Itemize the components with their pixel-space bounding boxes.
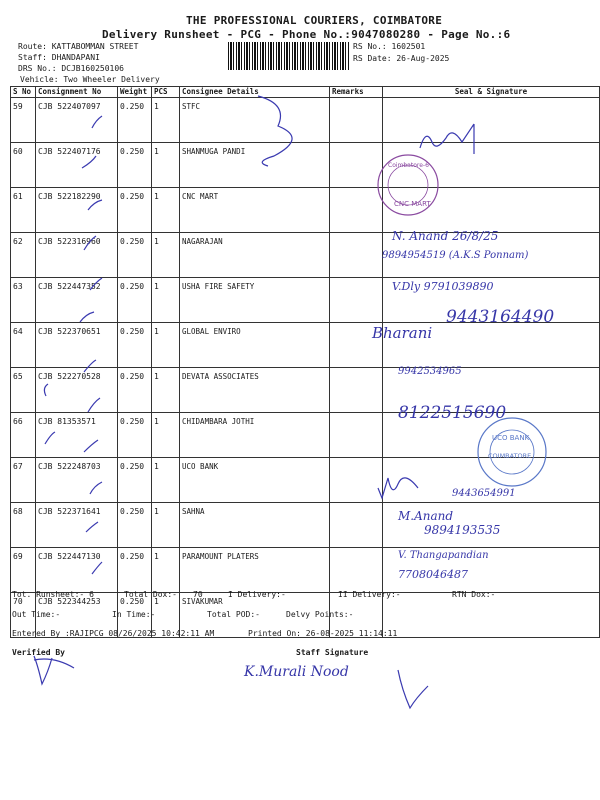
row-consignee: GLOBAL ENVIRO	[180, 323, 330, 368]
hw-row65: Bharani	[372, 324, 433, 342]
delvy-points: Delvy Points:-	[286, 610, 354, 619]
row-consignee: PARAMOUNT PLATERS	[180, 548, 330, 593]
row-consignee: SAHNA	[180, 503, 330, 548]
row-pcs: 1	[152, 98, 180, 143]
tick-mark	[86, 522, 98, 532]
tick-mark	[84, 236, 96, 250]
staff: Staff: DHANDAPANI	[18, 53, 100, 62]
row-consignment: CJB 522316960	[36, 233, 118, 278]
tick-mark	[84, 360, 96, 372]
hw-row63: V.Dly 9791039890	[392, 280, 494, 293]
rtn-dox: RTN Dox:-	[452, 590, 496, 599]
row-weight: 0.250	[118, 503, 152, 548]
tick-mark	[84, 440, 98, 452]
tick-mark	[92, 562, 102, 574]
tick-mark	[45, 432, 55, 444]
row-pcs: 1	[152, 188, 180, 233]
row-sno: 60	[11, 143, 36, 188]
hw-row62-phone: 9894954519 (A.K.S Ponnam)	[382, 250, 529, 261]
row-weight: 0.250	[118, 98, 152, 143]
row-sno: 59	[11, 98, 36, 143]
row-weight: 0.250	[118, 368, 152, 413]
row-weight: 0.250	[118, 593, 152, 638]
total-dox-value: 70	[193, 590, 203, 599]
row-pcs: 1	[152, 323, 180, 368]
row-weight: 0.250	[118, 143, 152, 188]
row-consignment: CJB 522371641	[36, 503, 118, 548]
cnc-stamp-inner	[388, 165, 428, 205]
signature-row60	[420, 124, 474, 154]
tick-mark	[44, 384, 48, 396]
hw-staff-signature: K.Murali Nood	[244, 664, 349, 680]
hw-row68: 9443654991	[452, 488, 516, 499]
tick-mark	[88, 398, 100, 412]
col-seal: Seal & Signature	[383, 87, 600, 98]
row-sno: 62	[11, 233, 36, 278]
row-consignee: USHA FIRE SAFETY	[180, 278, 330, 323]
staff-signature-label: Staff Signature	[296, 648, 369, 657]
bank-stamp-text: UCO BANK	[492, 434, 530, 442]
row-sno: 61	[11, 188, 36, 233]
row-consignment: CJB 522407176	[36, 143, 118, 188]
row-pcs: 1	[152, 278, 180, 323]
row-pcs: 1	[152, 413, 180, 458]
hw-row69-phone: 9894193535	[424, 523, 501, 537]
row-consignee: STFC	[180, 98, 330, 143]
row-consignment: CJB 522447352	[36, 278, 118, 323]
hw-row64: 9443164490	[446, 307, 555, 327]
entered-by: Entered By :RAJIPCG 08/26/2025 10:42:11 AM	[12, 629, 215, 638]
tick-mark	[90, 482, 102, 494]
signature-row68	[378, 478, 418, 498]
row-pcs: 1	[152, 593, 180, 638]
drs-number: DRS No.: DCJB160250106	[18, 64, 124, 73]
row-sno: 69	[11, 548, 36, 593]
row-pcs: 1	[152, 368, 180, 413]
staff-sign-stroke	[398, 670, 428, 708]
hw-row62: N. Anand 26/8/25	[392, 229, 499, 243]
row-pcs: 1	[152, 233, 180, 278]
col-sno: S No	[11, 87, 36, 98]
tick-mark	[82, 156, 96, 168]
i-delivery: I Delivery:-	[228, 590, 286, 599]
row-pcs: 1	[152, 503, 180, 548]
tick-mark	[92, 116, 102, 128]
out-time: Out Time:-	[12, 610, 61, 619]
row-sno: 67	[11, 458, 36, 503]
col-remarks: Remarks	[330, 87, 383, 98]
row-consignment: CJB 522182290	[36, 188, 118, 233]
row-sno: 70	[11, 593, 36, 638]
row-weight: 0.250	[118, 413, 152, 458]
row-consignment: CJB 522407097	[36, 98, 118, 143]
row-sno: 63	[11, 278, 36, 323]
hw-row65-note: 9942534965	[398, 366, 462, 377]
bank-stamp-city: COIMBATORE	[488, 452, 532, 460]
row-consignment: CJB 522370651	[36, 323, 118, 368]
row-consignee: UCO BANK	[180, 458, 330, 503]
hw-row70-phone: 7708046487	[398, 568, 468, 581]
in-time: In Time:-	[112, 610, 156, 619]
row-weight: 0.250	[118, 458, 152, 503]
row-consignee: CNC MART	[180, 188, 330, 233]
row-consignment: CJB 522248703	[36, 458, 118, 503]
row-sno: 65	[11, 368, 36, 413]
row-consignee: NAGARAJAN	[180, 233, 330, 278]
tot-runsheet: Tot. Runsheet:- 6	[12, 590, 94, 599]
cnc-stamp-text: CNC MART	[394, 200, 431, 208]
total-pod: Total POD:-	[207, 610, 260, 619]
row-consignee: SIVAKUMAR	[180, 593, 330, 638]
row-consignee: CHIDAMBARA JOTHI	[180, 413, 330, 458]
row-sno: 68	[11, 503, 36, 548]
tick-mark	[90, 278, 102, 290]
col-consignee: Consignee Details	[180, 87, 330, 98]
row-weight: 0.250	[118, 278, 152, 323]
row-consignment: CJB 522447130	[36, 548, 118, 593]
row-pcs: 1	[152, 548, 180, 593]
tick-mark	[88, 200, 102, 210]
row-sno: 66	[11, 413, 36, 458]
row-pcs: 1	[152, 458, 180, 503]
col-weight: Weight	[118, 87, 152, 98]
row-weight: 0.250	[118, 188, 152, 233]
verified-signature	[34, 656, 74, 684]
runsheet-subtitle: Delivery Runsheet - PCG - Phone No.:9047080280 - Page No.:6	[102, 28, 511, 41]
hw-row69: M.Anand	[398, 509, 454, 523]
cnc-stamp-city: Coimbatore-6	[388, 162, 429, 169]
row-sno: 64	[11, 323, 36, 368]
row-weight: 0.250	[118, 548, 152, 593]
row-consignee: SHANMUGA PANDI	[180, 143, 330, 188]
rs-date: RS Date: 26-Aug-2025	[353, 54, 450, 63]
row-consignment: CJB 522344253	[36, 593, 118, 638]
col-consignment: Consignment No	[36, 87, 118, 98]
row-pcs: 1	[152, 143, 180, 188]
hw-row70: V. Thangapandian	[398, 550, 489, 561]
company-title: THE PROFESSIONAL COURIERS, COIMBATORE	[186, 14, 443, 27]
row-consignee: DEVATA ASSOCIATES	[180, 368, 330, 413]
route: Route: KATTABOMMAN STREET	[18, 42, 139, 51]
verified-by: Verified By	[12, 648, 65, 657]
col-pcs: PCS	[152, 87, 180, 98]
row-weight: 0.250	[118, 233, 152, 278]
vehicle: Vehicle: Two Wheeler Delivery	[20, 75, 160, 84]
ii-delivery: II Delivery:-	[338, 590, 401, 599]
rs-number: RS No.: 1602501	[353, 42, 426, 51]
row-consignment: CJB 81353571	[36, 413, 118, 458]
hw-row66: 8122515690	[398, 403, 507, 423]
printed-on: Printed On: 26-08-2025 11:14:11	[248, 629, 398, 638]
tick-mark	[80, 312, 94, 322]
total-dox-label: Total Dox:-	[124, 590, 177, 599]
row-consignment: CJB 522270528	[36, 368, 118, 413]
scribble	[258, 96, 292, 166]
row-weight: 0.250	[118, 323, 152, 368]
